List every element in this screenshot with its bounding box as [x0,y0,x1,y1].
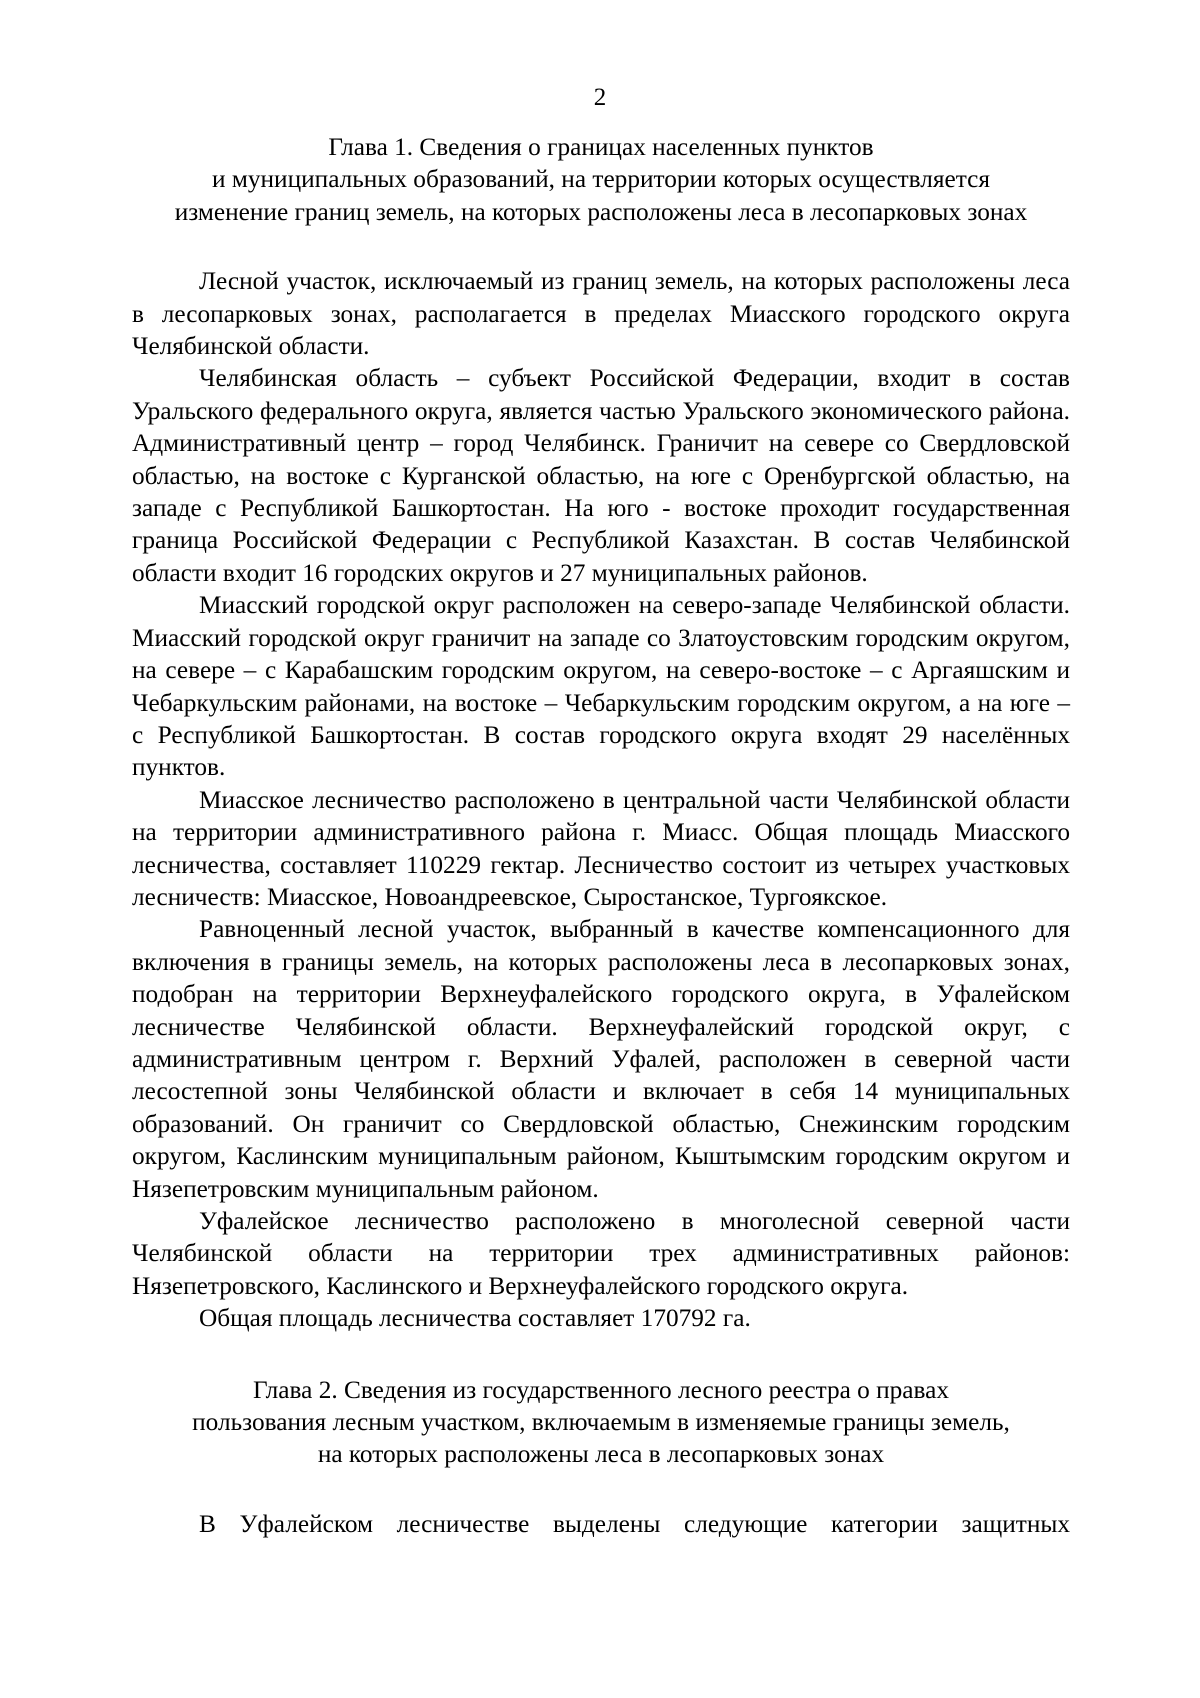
chapter-2-heading [132,1374,1070,1471]
page-number: 2 [593,84,607,111]
chapter-1-heading [132,0,1070,228]
paragraph: Миасское лесничество расположено в центральной части Челябинской области на территории административного района г. Миасс. Общая площадь Миасского лесничества, составляет 110229 гектар. Лесничество состоит из четырех участковых лесничеств: Миасское, Новоандреевское, Сыростанское, Тургоякское. [132,785,1070,911]
paragraph: Общая площадь лесничества составляет 170792 га. [199,1304,751,1333]
chapter-1-heading-line: и муниципальных образований, на территории которых осуществляется [211,165,990,194]
paragraph: Уфалейское лесничество расположено в многолесной северной части Челябинской области на территории трех административных районов: Нязепетровского, Каслинского и Верхнеуфалейского городского округа. [132,1207,1070,1300]
chapter-2-heading-line: пользования лесным участком, включаемым в изменяемые границы земель, [192,1408,1010,1437]
chapter-1-heading-line: изменение границ земель, на которых расположены леса в лесопарковых зонах [174,197,1028,226]
chapter-2-heading-line: Глава 2. Сведения из государственного лесного реестра о правах [252,1375,950,1404]
paragraph: Челябинская область – субъект Российской Федерации, входит в состав Уральского федерального округа, является частью Уральского экономического района. Административный центр – город Челябинск. Граничит на севере со Свердловской областью, на востоке с Курганской областью, на юге с Оренбургской областью, на западе с Республикой Башкортостан. На юго - востоке проходит государственная граница Российской Федерации с Республикой Казахстан. В состав Челябинской области входит 16 городских округов и 27 муниципальных районов. [132,364,1070,587]
chapter-1-heading-line: Глава 1. Сведения о границах населенных пунктов [328,133,874,161]
paragraph: В Уфалейском лесничестве выделены следующие категории защитных [199,1509,1070,1538]
paragraph: Миасский городской округ расположен на северо-западе Челябинской области. Миасский городской округ граничит на западе со Златоустовским городским округом, на севере – с Карабашским городским округом, на северо-востоке – с Аргаяшским и Чебаркульским районами, на востоке – Чебаркульским городским округом, а на юге – с Республикой Башкортостан. В состав городского округа входят 29 населённых пунктов. [132,591,1070,782]
chapter-1-body [132,265,1070,1334]
chapter-2-heading-line: на которых расположены леса в лесопарковых зонах [317,1440,885,1469]
paragraph: Лесной участок, исключаемый из границ земель, на которых расположены леса в лесопарковых зонах, располагается в пределах Миасского городского округа Челябинской области. [132,267,1070,361]
chapter-2-body [132,1508,1070,1540]
paragraph: Равноценный лесной участок, выбранный в качестве компенсационного для включения в границы земель, на которых расположены леса в лесопарковых зонах, подобран на территории Верхнеуфалейского городского округа, в Уфалейском лесничестве Челябинской области. Верхнеуфалейский городской округ, с административным центром г. Верхний Уфалей, расположен в северной части лесостепной зоны Челябинской области и включает в себя 14 муниципальных образований. Он граничит со Свердловской областью, Снежинским городским округом, Каслинским муниципальным районом, Кыштымским городским округом и Нязепетровским муниципальным районом. [132,915,1070,1203]
